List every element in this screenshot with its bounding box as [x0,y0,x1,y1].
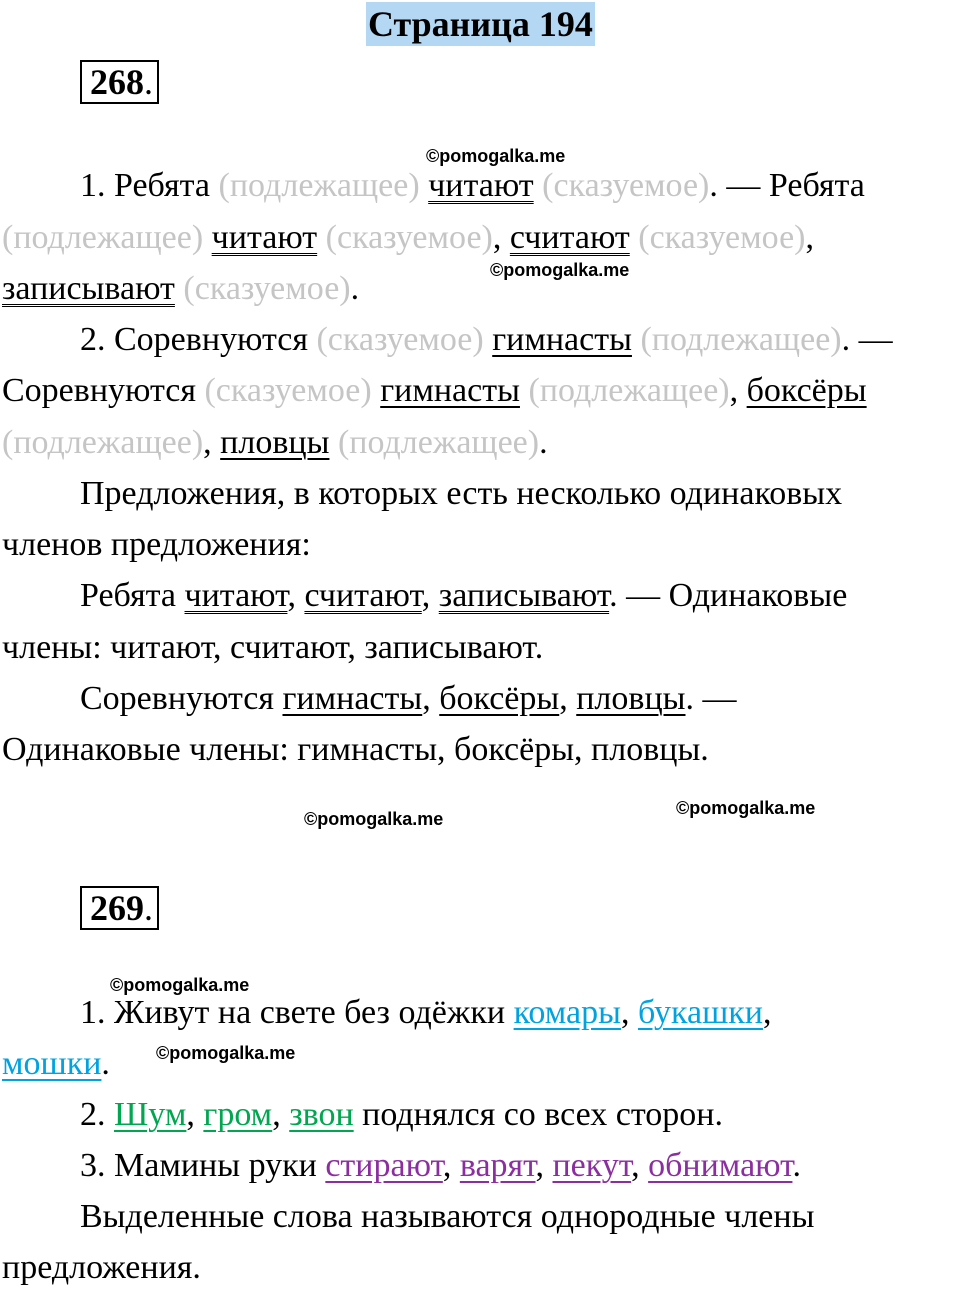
ex268-line-3: записывают (сказуемое). [2,270,360,307]
ex268-line-4 [80,320,893,360]
subject-label: (подлежащее) [2,424,204,461]
watermark: ©pomogalka.me [304,809,444,829]
subject-label: (подлежащее) [528,372,730,409]
watermark: ©pomogalka.me [490,260,630,280]
subject-word: гимнасты [282,680,423,717]
text: 1. Ребята [80,167,219,204]
predicate-word: записывают [2,270,175,307]
predicate-label: (сказуемое) [325,219,493,256]
predicate-label: (сказуемое) [542,167,710,204]
summary-line-4: члены: читают, считают, записывают. [2,629,544,666]
ex269-line-2: мошки. [2,1045,110,1082]
highlighted-word: букашки [637,994,763,1031]
summary-line-3: Ребята читают, считают, записывают. — Одинаковые [80,577,848,614]
exercise-number: 268 [90,62,144,102]
highlighted-word: мошки [2,1045,102,1082]
predicate-word: считают [304,577,422,614]
text: . — Ребята [709,167,865,204]
predicate-word: читают [211,219,318,256]
text: 2. [80,1096,114,1133]
text: Соревнуются [2,372,205,409]
summary-line-1: Предложения, в которых есть несколько одинаковых [80,475,843,512]
ex268-line-2: (подлежащее) читают (сказуемое), считают (сказуемое), [2,219,814,256]
exercise-dot: . [144,888,153,928]
watermark: ©pomogalka.me [110,975,250,995]
highlighted-word: обнимают [648,1147,793,1184]
highlighted-word: звон [289,1096,354,1133]
predicate-word: считают [509,219,630,256]
highlighted-word: варят [459,1147,536,1184]
highlighted-word: Шум [114,1096,187,1133]
page-title: Страница 194 [368,4,593,44]
text: 2. Соревнуются [80,321,317,358]
exercise-dot: . [144,62,153,102]
ex269-line-4: 3. Мамины руки стирают, варят, пекут, обнимают. [80,1147,801,1184]
ex269-line-1: 1. Живут на свете без одёжки комары, букашки, [80,994,772,1031]
predicate-word: записывают [438,577,610,614]
summary-line-5: Соревнуются гимнасты, боксёры, пловцы. — [80,680,737,717]
summary-line-2: членов предложения: [2,526,311,563]
summary-line-6: Одинаковые члены: гимнасты, боксёры, пловцы. [2,731,709,768]
text: 3. Мамины руки [80,1147,326,1184]
subject-word: гимнасты [492,321,632,358]
exercise-number-268 [80,60,159,104]
conclusion-line-1: Выделенные слова называются однородные члены [80,1198,815,1235]
subject-word: гимнасты [380,372,520,409]
text: . — [841,321,893,358]
watermark: ©pomogalka.me [156,1043,296,1063]
highlighted-word: пекут [552,1147,632,1184]
highlighted-word: комары [513,994,621,1031]
subject-word: боксёры [439,680,560,717]
subject-word: пловцы [576,680,686,717]
predicate-label: (сказуемое) [316,321,484,358]
predicate-word: читают [184,577,288,614]
text: Ребята [80,577,185,614]
predicate-label: (сказуемое) [204,372,372,409]
predicate-word: читают [428,167,534,204]
ex268-line-1 [80,166,865,206]
text: 1. Живут на свете без одёжки [80,994,514,1031]
predicate-label: (сказуемое) [638,219,806,256]
highlighted-word: стирают [325,1147,443,1184]
predicate-label: (сказуемое) [183,270,351,307]
watermark: ©pomogalka.me [676,798,816,818]
subject-word: боксёры [746,372,867,409]
subject-label: (подлежащее) [2,219,204,256]
conclusion-line-2: предложения. [2,1249,201,1286]
text: Соревнуются [80,680,283,717]
subject-label: (подлежащее) [337,424,540,461]
subject-label: (подлежащее) [218,167,420,204]
text: поднялся со всех сторон. [353,1096,723,1133]
exercise-number: 269 [90,888,144,928]
text: . — [685,680,737,717]
text: . — Одинаковые [609,577,848,614]
highlighted-word: гром [203,1096,273,1133]
subject-label: (подлежащее) [640,321,842,358]
ex268-line-6: (подлежащее), пловцы (подлежащее). [2,424,548,461]
ex269-line-3: 2. Шум, гром, звон поднялся со всех сторон. [80,1096,723,1133]
exercise-number-269 [80,886,159,930]
ex268-line-5: Соревнуются (сказуемое) гимнасты (подлежащее), боксёры [2,372,867,409]
subject-word: пловцы [220,424,330,461]
watermark: ©pomogalka.me [426,146,566,166]
